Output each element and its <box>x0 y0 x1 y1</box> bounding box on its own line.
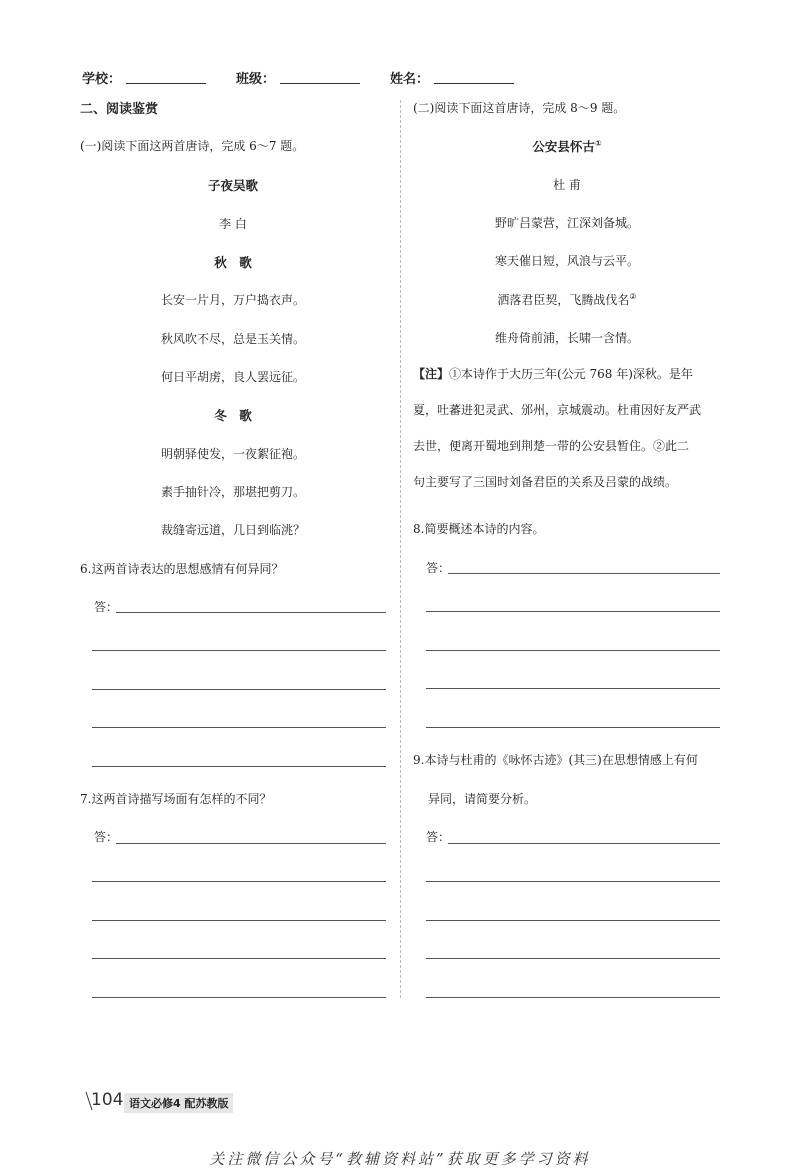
answer-line[interactable] <box>448 573 720 574</box>
answer-line[interactable] <box>426 650 720 651</box>
part2-intro: (二)阅读下面这首唐诗，完成 8～9 题。 <box>413 101 626 115</box>
poem2-line: 寒天催日短，风浪与云平。 <box>494 254 639 268</box>
answer-line[interactable] <box>448 843 720 844</box>
poem1-line: 何日平胡虏，良人罢远征。 <box>160 370 305 384</box>
poem1-line: 裁缝寄远道，几日到临洮？ <box>160 523 305 537</box>
question-9-line1: 9.本诗与杜甫的《咏怀古迹》(其三)在思想情感上有何 <box>413 753 698 767</box>
note-line: ①本诗作于大历三年(公元 768 年)深秋。是年 <box>449 367 693 381</box>
poem1-line: 秋风吹不尽，总是玉关情。 <box>160 332 305 346</box>
poem2-title-wrap <box>413 137 721 155</box>
poem1-author: 李 白 <box>219 217 247 231</box>
answer-line[interactable] <box>426 727 720 728</box>
poem2-author: 杜 甫 <box>553 178 581 192</box>
book-label: 语文必修4 配苏教版 <box>124 1093 233 1113</box>
name-label: 姓名： <box>390 72 430 87</box>
answer-line[interactable] <box>92 727 386 728</box>
name-field-line[interactable] <box>434 83 514 84</box>
question-8: 8.简要概述本诗的内容。 <box>413 522 545 536</box>
answer-line[interactable] <box>92 881 386 882</box>
answer-label-7: 答： <box>94 830 119 844</box>
section-title: 二、阅读鉴赏 <box>80 102 159 117</box>
school-field-line[interactable] <box>126 83 206 84</box>
page-number: 104 <box>91 1090 124 1110</box>
poem1-line: 明朝驿使发，一夜絮征袍。 <box>160 447 305 461</box>
class-label: 班级： <box>236 72 276 87</box>
answer-line[interactable] <box>92 920 386 921</box>
answer-line[interactable] <box>92 766 386 767</box>
poem1-title: 子夜吴歌 <box>207 178 258 193</box>
poem1-sub2-title: 冬 歌 <box>214 408 252 423</box>
answer-line[interactable] <box>92 650 386 651</box>
footnote-mark-2: ② <box>629 292 637 301</box>
answer-label-6: 答： <box>94 600 119 614</box>
question-9-line2: 异同，请简要分析。 <box>428 792 537 806</box>
poem1-sub1-title: 秋 歌 <box>214 255 252 270</box>
note-tag: 【注】 <box>413 367 450 381</box>
answer-label-9: 答： <box>426 830 451 844</box>
poem2-line: 洒落君臣契，飞腾战伐名 <box>497 293 630 307</box>
answer-line[interactable] <box>116 843 386 844</box>
question-7: 7.这两首诗描写场面有怎样的不同？ <box>80 792 272 806</box>
bottom-promo-text: 关注微信公众号“教辅资料站”获取更多学习资料 <box>209 1150 591 1168</box>
poem2-line: 野旷吕蒙营，江深刘备城。 <box>494 216 639 230</box>
answer-line[interactable] <box>426 688 720 689</box>
answer-line[interactable] <box>426 920 720 921</box>
answer-line[interactable] <box>92 689 386 690</box>
answer-line[interactable] <box>426 958 720 959</box>
poem2-title: 公安县怀古 <box>532 139 595 154</box>
note-line: 去世，便离开蜀地到荆楚一带的公安县暂住。②此二 <box>413 439 690 453</box>
poem1-line: 素手抽针冷，那堪把剪刀。 <box>160 485 305 499</box>
poem2-line-wrap <box>413 291 721 308</box>
note-line: 句主要写了三国时刘备君臣的关系及吕蒙的战绩。 <box>413 475 678 489</box>
answer-label-8: 答： <box>426 561 451 575</box>
class-field-line[interactable] <box>280 83 360 84</box>
answer-line[interactable] <box>116 612 386 613</box>
column-divider <box>400 100 401 998</box>
answer-line[interactable] <box>92 958 386 959</box>
answer-line[interactable] <box>92 997 386 998</box>
poem1-line: 长安一片月，万户捣衣声。 <box>160 293 305 307</box>
note-line: 夏，吐蕃进犯灵武、邠州，京城震动。杜甫因好友严武 <box>413 403 702 417</box>
poem2-notes <box>413 356 723 500</box>
footnote-mark-1: ① <box>594 138 602 148</box>
answer-line[interactable] <box>426 611 720 612</box>
school-label: 学校： <box>82 72 122 87</box>
poem2-line: 维舟倚前浦，长啸一含情。 <box>494 331 639 345</box>
question-6: 6.这两首诗表达的思想感情有何异同？ <box>80 562 284 576</box>
part1-intro: (一)阅读下面这两首唐诗，完成 6～7 题。 <box>80 139 305 153</box>
answer-line[interactable] <box>426 997 720 998</box>
answer-line[interactable] <box>426 881 720 882</box>
